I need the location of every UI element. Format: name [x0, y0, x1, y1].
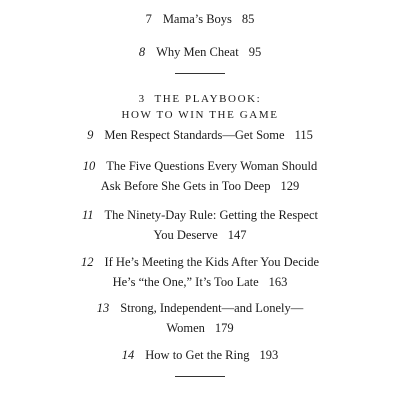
page-number: 163	[268, 275, 288, 289]
divider-rule	[175, 376, 225, 377]
toc-entry-8	[0, 42, 400, 62]
chapter-title-line1: The Ninety-Day Rule: Getting the Respect	[104, 208, 319, 222]
chapter-title: How to Get the Ring	[145, 348, 250, 362]
chapter-number: 14	[121, 348, 135, 362]
chapter-title: Mama’s Boys	[162, 12, 232, 26]
page-number: 85	[241, 12, 255, 26]
page-number: 193	[259, 348, 279, 362]
chapter-title-line2: You Deserve	[153, 228, 218, 242]
chapter-number: 9	[87, 128, 94, 142]
toc-entry-13	[0, 298, 400, 338]
section-heading	[0, 91, 400, 123]
chapter-number: 11	[81, 208, 94, 222]
page-number: 115	[294, 128, 313, 142]
section-title-line1: THE PLAYBOOK:	[154, 93, 262, 105]
chapter-number: 13	[96, 301, 110, 315]
chapter-number: 7	[145, 12, 152, 26]
page-number: 179	[214, 321, 234, 335]
chapter-title-line1: The Five Questions Every Woman Should	[106, 159, 318, 173]
page-number: 95	[248, 45, 262, 59]
toc-entry-9	[0, 125, 400, 145]
chapter-number: 10	[82, 159, 96, 173]
toc-entry-12	[0, 252, 400, 292]
toc-entry-7	[0, 9, 400, 29]
chapter-number: 8	[138, 45, 146, 59]
toc-entry-10	[0, 156, 400, 196]
toc-entry-11	[0, 205, 400, 245]
divider-rule	[175, 73, 225, 74]
toc-entry-14	[0, 345, 400, 365]
chapter-title: Men Respect Standards—Get Some	[104, 128, 285, 142]
page-number: 147	[227, 228, 247, 242]
chapter-title-line2: Ask Before She Gets in Too Deep	[100, 179, 271, 193]
section-title-line2: HOW TO WIN THE GAME	[121, 109, 279, 121]
page-number: 129	[280, 179, 300, 193]
chapter-title-line1: If He’s Meeting the Kids After You Decide	[104, 255, 320, 269]
chapter-title: Why Men Cheat	[156, 45, 239, 59]
chapter-number: 12	[80, 255, 94, 269]
section-number: 3	[138, 93, 146, 105]
chapter-title-line2: He’s “the One,” It’s Too Late	[112, 275, 259, 289]
chapter-title-line1: Strong, Independent—and Lonely—	[120, 301, 304, 315]
chapter-title-line2: Women	[166, 321, 205, 335]
